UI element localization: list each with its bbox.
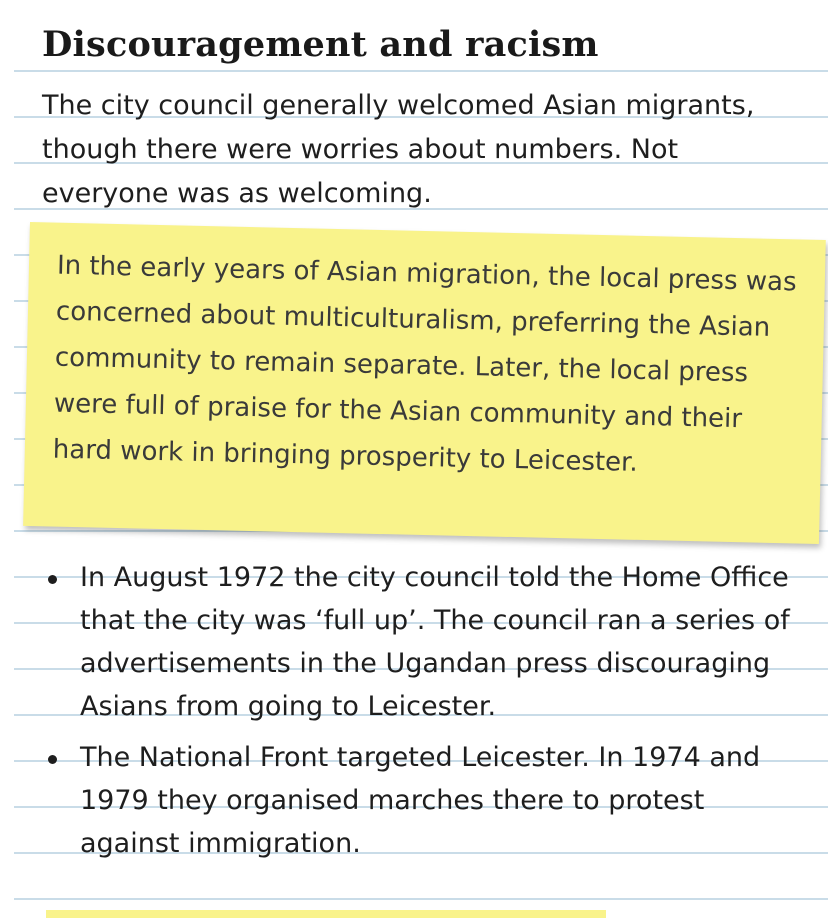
bullet-item-council	[40, 556, 810, 728]
sticky-note	[23, 222, 826, 544]
bullet-text: The National Front targeted Leicester. In 1974 and 1979 they organised marches there to protest against immigration.	[80, 742, 761, 859]
section-heading: Discouragement and racism	[42, 24, 599, 65]
sticky-note-text: In the early years of Asian migration, the local press was concerned about multiculturalism, preferring the Asian community to remain separate. Later, the local press were full of praise for the Asian community and their hard work in bringing prosperity to Leicester.	[52, 250, 797, 478]
bullet-text: In August 1972 the city council told the Home Office that the city was ‘full up’. The council ran a series of advertisements in the Ugandan press discouraging Asians from going to Leicester.	[80, 562, 790, 722]
bullet-point-icon	[48, 575, 57, 584]
bullet-list	[40, 556, 810, 873]
bullet-item-national-front	[40, 736, 810, 865]
intro-paragraph: The city council generally welcomed Asian migrants, though there were worries about numbers. Not everyone was as welcoming.	[42, 90, 755, 209]
page-margin	[0, 0, 14, 918]
next-note-edge	[46, 910, 606, 918]
bullet-point-icon	[48, 755, 57, 764]
